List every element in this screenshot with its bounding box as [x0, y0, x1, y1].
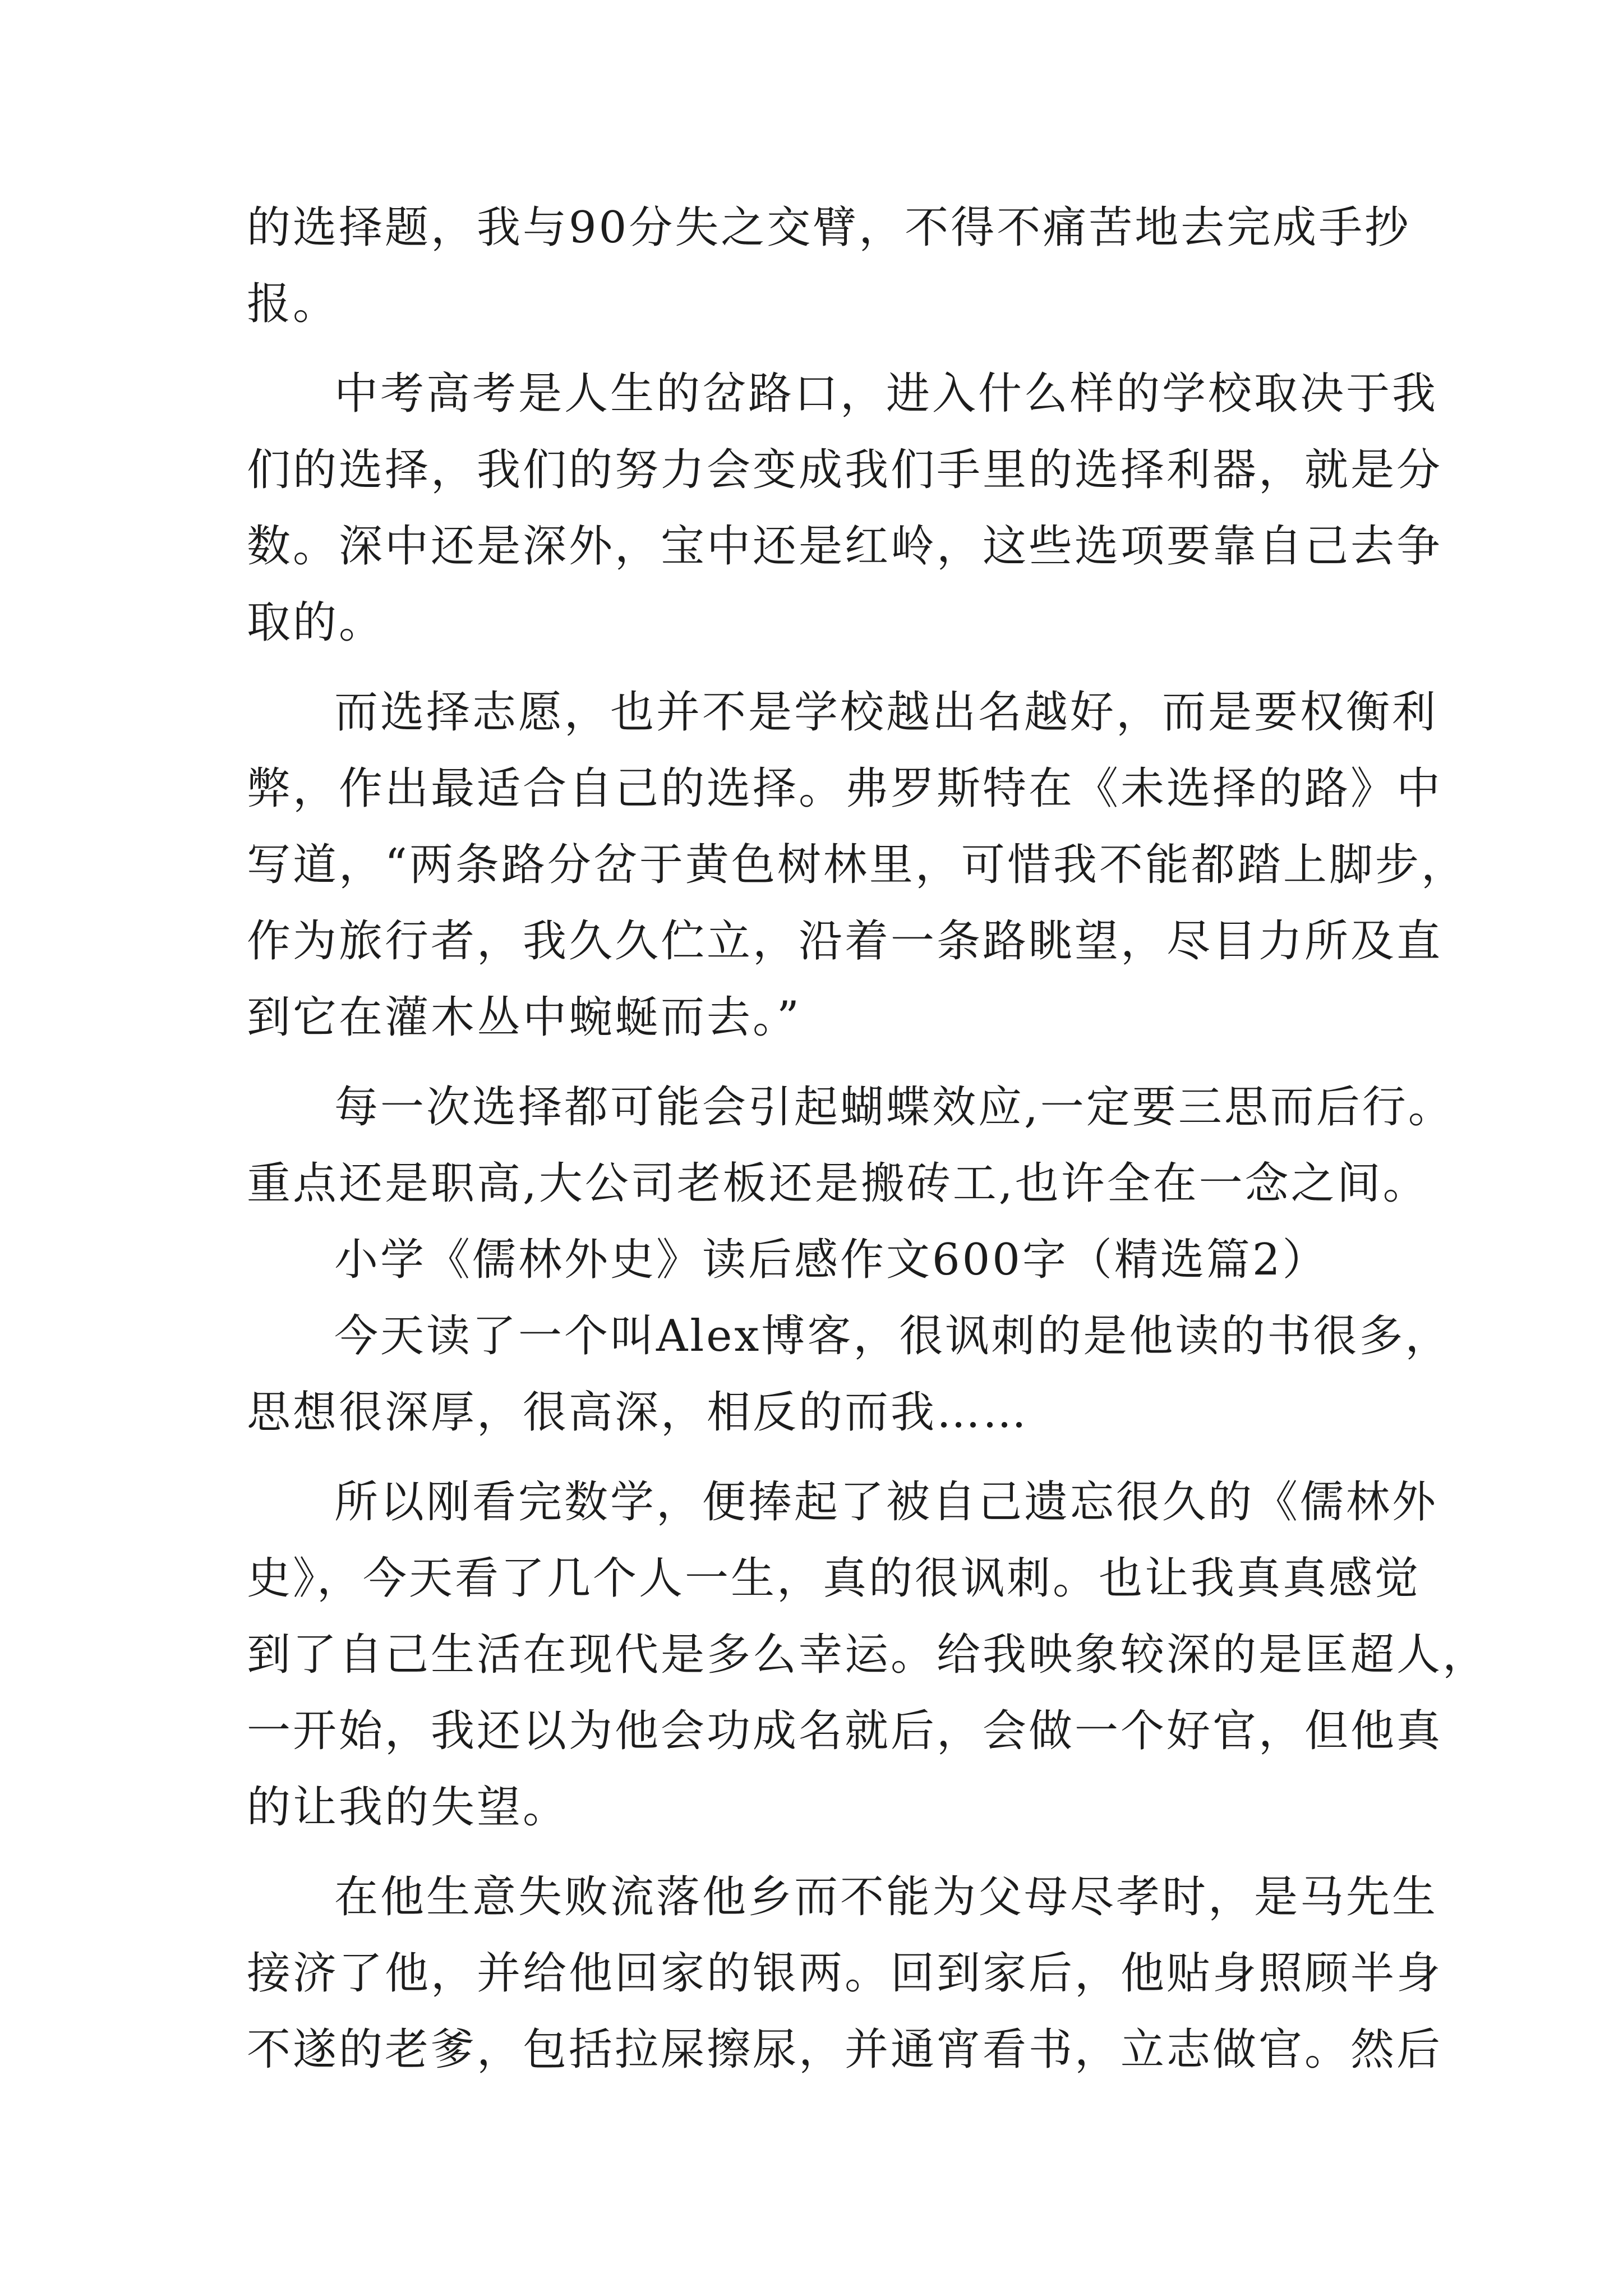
- text-line: 报。: [247, 279, 339, 329]
- text-line: 们的选择，我们的努力会变成我们手里的选择利器，就是分: [247, 445, 1443, 495]
- text-line: 写道，“两条路分岔于黄色树林里，可惜我不能都踏上脚步，: [247, 840, 1467, 890]
- text-line: 的让我的失望。: [247, 1782, 569, 1833]
- text-line: 不遂的老爹，包括拉屎擦尿，并通宵看书，立志做官。然后: [247, 2024, 1443, 2075]
- paragraph-first-line: 今天读了一个叫Alex博客，很讽刺的是他读的书很多，: [334, 1311, 1451, 1361]
- section-heading: 小学《儒林外史》读后感作文600字（精选篇2）: [334, 1235, 1329, 1285]
- paragraph-first-line: 而选择志愿，也并不是学校越出名越好，而是要权衡利: [334, 687, 1438, 738]
- text-line: 作为旅行者，我久久伫立，沿着一条路眺望，尽目力所及直: [247, 916, 1443, 967]
- text-line: 的选择题，我与90分失之交臂，不得不痛苦地去完成手抄: [247, 203, 1411, 253]
- paragraph-first-line: 中考高考是人生的岔路口，进入什么样的学校取决于我: [334, 369, 1438, 419]
- paragraph-first-line: 在他生意失败流落他乡而不能为父母尽孝时，是马先生: [334, 1872, 1438, 1922]
- text-line: 重点还是职高,大公司老板还是搬砖工,也许全在一念之间。: [247, 1158, 1429, 1209]
- text-line: 接济了他，并给他回家的银两。回到家后，他贴身照顾半身: [247, 1948, 1443, 1999]
- text-line: 取的。: [247, 597, 385, 648]
- paragraph-first-line: 每一次选择都可能会引起蝴蝶效应,一定要三思而后行。: [334, 1082, 1454, 1133]
- text-line: 一开始，我还以为他会功成名就后，会做一个好官，但他真: [247, 1706, 1443, 1756]
- text-line: 数。深中还是深外，宝中还是红岭，这些选项要靠自己去争: [247, 521, 1443, 572]
- text-line: 到它在灌木丛中蜿蜒而去。”: [247, 992, 801, 1043]
- text-line: 思想很深厚，很高深，相反的而我……: [247, 1387, 1029, 1438]
- text-line: 到了自己生活在现代是多么幸运。给我映象较深的是匡超人，: [247, 1630, 1489, 1680]
- paragraph-first-line: 所以刚看完数学，便捧起了被自己遗忘很久的《儒林外: [334, 1477, 1438, 1527]
- text-line: 史》，今天看了几个人一生，真的很讽刺。也让我真真感觉: [247, 1553, 1421, 1604]
- body-text: [247, 190, 1489, 2088]
- text-line: 弊，作出最适合自己的选择。弗罗斯特在《未选择的路》中: [247, 763, 1443, 814]
